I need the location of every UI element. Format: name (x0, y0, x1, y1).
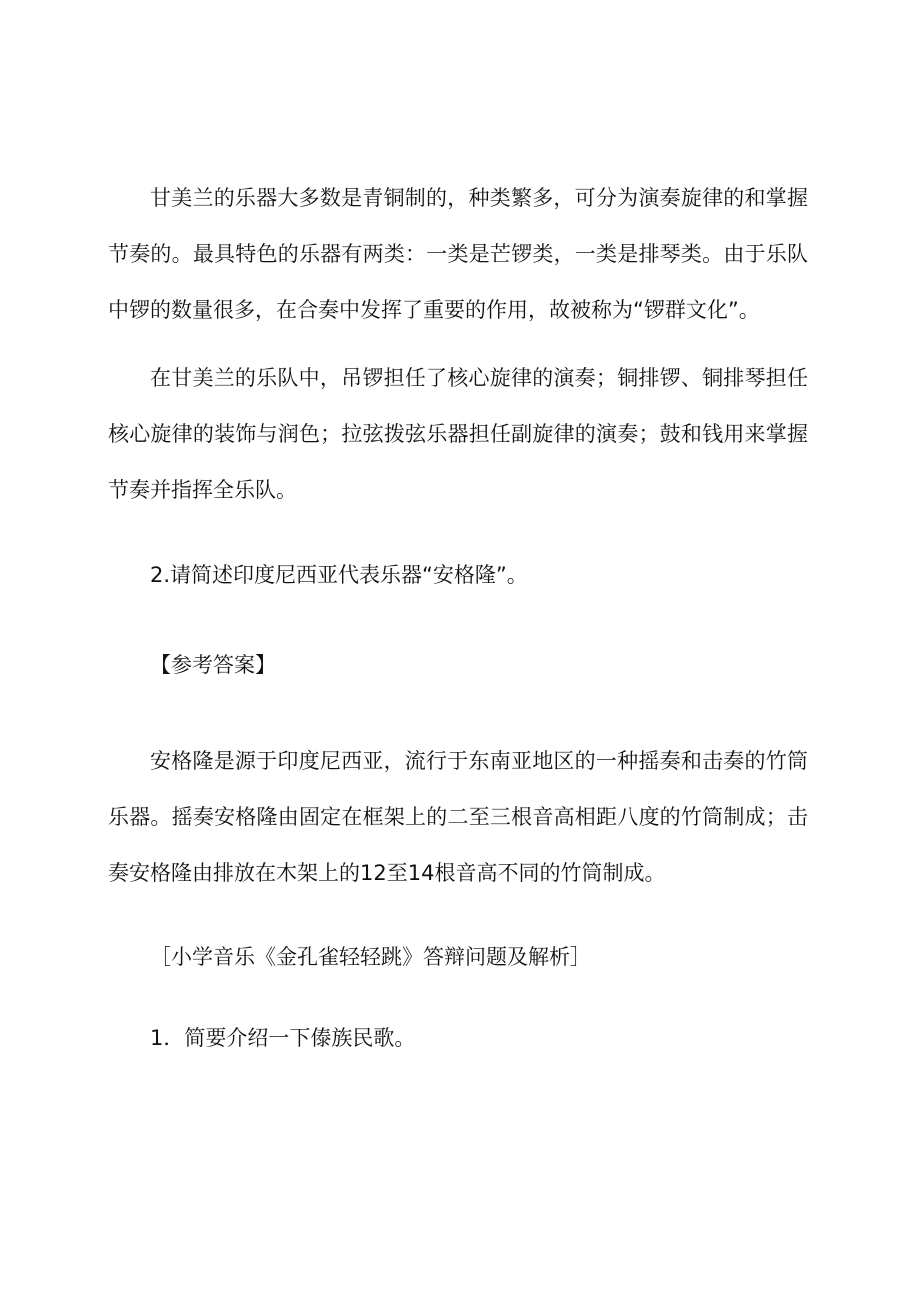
question-dai-folk-songs: 1．简要介绍一下傣族民歌。 (150, 1026, 416, 1050)
question-angklung: 2.请简述印度尼西亚代表乐器“安格隆”。 (150, 563, 528, 587)
section-heading: ［小学音乐《金孔雀轻轻跳》答辩问题及解析］ (150, 945, 591, 969)
paragraph-gamelan-instruments: 甘美兰的乐器大多数是青铜制的，种类繁多，可分为演奏旋律的和掌握节奏的。最具特色的乐器有两类：一类是芒锣类，一类是排琴类。由于乐队中锣的数量很多，在合奏中发挥了重要的作用，故被称为“锣群文化”。 (108, 186, 808, 322)
paragraph-gamelan-orchestra: 在甘美兰的乐队中，吊锣担任了核心旋律的演奏；铜排锣、铜排琴担任核心旋律的装饰与润色；拉弦拨弦乐器担任副旋律的演奏；鼓和钱用来掌握节奏并指挥全乐队。 (108, 366, 808, 502)
answer-label: 【参考答案】 (150, 653, 276, 677)
paragraph-angklung-answer: 安格隆是源于印度尼西亚，流行于东南亚地区的一种摇奏和击奏的竹筒乐器。摇奏安格隆由固定在框架上的二至三根音高相距八度的竹筒制成；击奏安格隆由排放在木架上的12至14根音高不同的竹筒制成。 (108, 749, 808, 885)
